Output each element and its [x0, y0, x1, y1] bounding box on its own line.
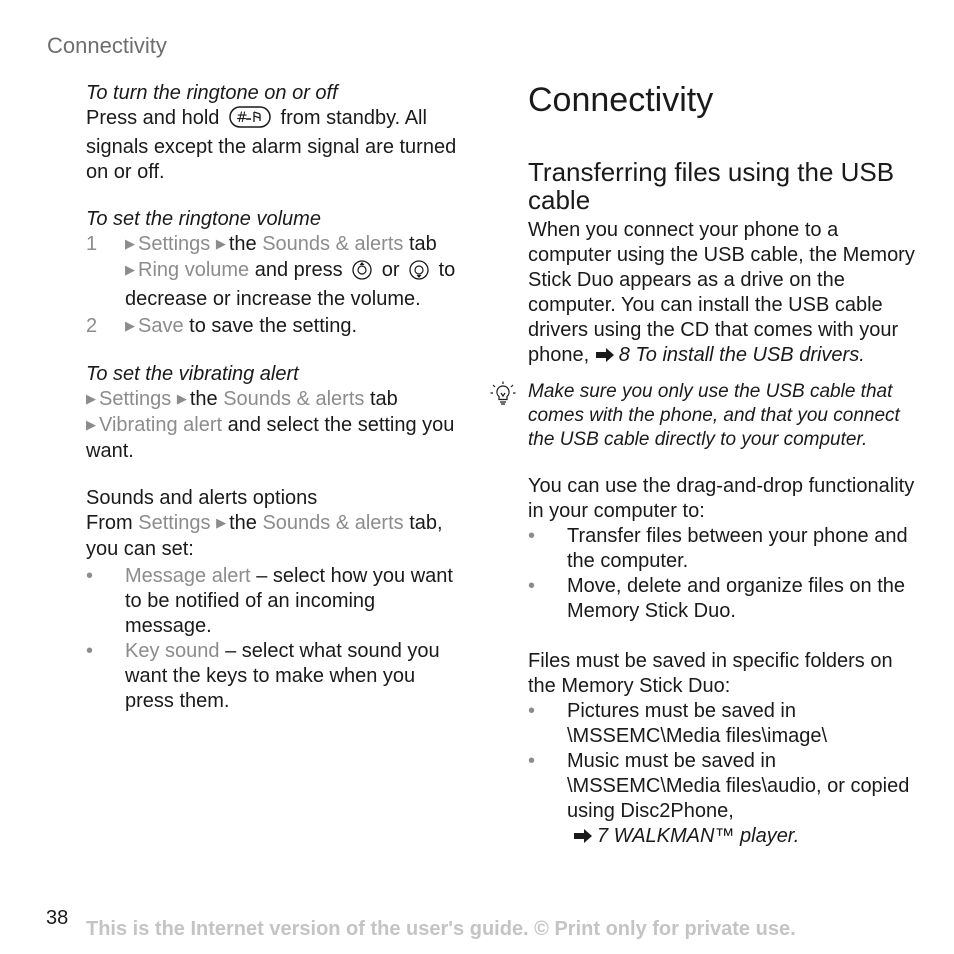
bullet-icon: • — [528, 525, 536, 547]
menu-path: Settings — [99, 388, 172, 410]
vibrating-section — [86, 362, 466, 464]
bullet-icon: • — [528, 750, 536, 772]
text: tab — [369, 388, 398, 410]
list-item — [86, 564, 466, 639]
options-list — [86, 564, 466, 714]
option-desc: – select how you want to be notified of an incoming message. — [125, 565, 453, 637]
intro-paragraph — [528, 218, 918, 368]
reference-text: 7 WALKMAN™ player — [597, 825, 794, 847]
options-section — [86, 486, 466, 714]
section-heading: To set the vibrating alert — [86, 363, 299, 385]
folders-paragraph: Files must be saved in specific folders on the Memory Stick Duo: — [528, 650, 893, 697]
dragdrop-list — [528, 524, 918, 624]
text: and press — [254, 259, 343, 281]
list-item-text: Pictures must be saved in \MSSEMC\Media files\image\ — [567, 700, 828, 747]
section-heading: To set the ringtone volume — [86, 208, 321, 230]
step-number: 2 — [86, 315, 98, 337]
left-column — [86, 81, 466, 734]
text: When you connect your phone to a computer using the USB cable, the Memory Stick Duo appears as a drive on the computer. You can install the USB cable drivers using the CD that comes with your phone, — [528, 219, 915, 366]
text: the — [228, 233, 257, 255]
arrow-icon: ▶ — [125, 318, 135, 333]
nav-up-icon — [352, 260, 372, 287]
bullet-icon: • — [528, 575, 536, 597]
text: the — [229, 512, 257, 534]
list-item-text: Transfer files between your phone and the computer. — [567, 525, 908, 572]
hash-silent-key-icon — [229, 106, 271, 135]
reference-arrow-icon — [573, 829, 593, 843]
body-text — [86, 106, 466, 185]
list-item — [528, 699, 918, 749]
arrow-icon: ▶ — [86, 391, 96, 406]
text: tab, you can set: — [86, 512, 443, 560]
arrow-icon: ▶ — [215, 236, 226, 251]
arrow-icon: ▶ — [86, 417, 96, 432]
reference-arrow-icon — [595, 348, 615, 362]
right-column — [528, 81, 918, 849]
text: All signals except the alarm signal are turned on or off. — [86, 107, 457, 183]
list-item — [528, 524, 918, 574]
menu-path: Settings — [138, 233, 211, 255]
note-text: Make sure you only use the USB cable that comes with the phone, and that you connect the USB cable directly to your computer. — [528, 381, 900, 450]
dragdrop-paragraph: You can use the drag-and-drop functionality in your computer to: — [528, 475, 915, 522]
menu-path: Sounds & alerts — [223, 388, 365, 410]
step-2 — [86, 314, 466, 340]
text: from standby. — [280, 107, 401, 129]
body-text — [86, 511, 466, 562]
menu-path: Sounds & alerts — [262, 233, 404, 255]
section-title: Transferring files using the USB cable — [528, 157, 895, 215]
page-title: Connectivity — [528, 81, 714, 119]
bullet-icon: • — [86, 640, 94, 662]
section-heading: Sounds and alerts options — [86, 487, 318, 509]
tip-note — [528, 380, 918, 452]
option-name: Message alert — [125, 565, 251, 587]
footer-notice: This is the Internet version of the user's guide. © Print only for private use. — [86, 918, 796, 940]
text: tab — [408, 233, 437, 255]
text: to save the setting. — [189, 315, 358, 337]
menu-path: Save — [138, 315, 184, 337]
cross-reference[interactable]: 7 WALKMAN™ player. — [567, 824, 918, 849]
list-item — [86, 639, 466, 714]
list-item-text: Music must be saved in \MSSEMC\Media files\audio, or copied using Disc2Phone, — [567, 750, 910, 822]
arrow-icon: ▶ — [125, 262, 135, 277]
list-item — [528, 749, 918, 849]
arrow-icon: ▶ — [125, 236, 135, 251]
reference-text: 8 To install the USB drivers — [618, 344, 860, 366]
arrow-icon: ▶ — [176, 391, 187, 406]
menu-path: Sounds & alerts — [262, 512, 404, 534]
menu-path: Ring volume — [138, 259, 250, 281]
menu-path: Vibrating alert — [99, 414, 223, 436]
list-item-text: Move, delete and organize files on the Memory Stick Duo. — [567, 575, 905, 622]
step-number: 1 — [86, 233, 98, 255]
folders-list — [528, 699, 918, 849]
body-text — [86, 387, 466, 464]
menu-path: Settings — [138, 512, 211, 534]
ringtone-volume-section — [86, 207, 466, 340]
text: or — [381, 259, 400, 281]
text: From — [86, 512, 133, 534]
option-desc: – select what sound you want the keys to make when you press them. — [125, 640, 440, 712]
cross-reference[interactable]: 8 To install the USB drivers. — [595, 344, 865, 366]
bullet-icon: • — [86, 565, 94, 587]
section-heading: To turn the ringtone on or off — [86, 82, 338, 104]
text: and select the setting you want. — [86, 414, 455, 462]
arrow-icon: ▶ — [216, 515, 227, 530]
page-number: 38 — [46, 907, 69, 929]
list-item — [528, 574, 918, 624]
ringtone-onoff-section — [86, 81, 466, 185]
svg-text:#: # — [235, 110, 248, 126]
step-1 — [86, 232, 466, 312]
nav-down-icon — [409, 260, 429, 287]
bullet-icon: • — [528, 700, 536, 722]
text: Press and hold — [86, 107, 220, 129]
lightbulb-tip-icon — [490, 381, 516, 407]
option-name: Key sound — [125, 640, 220, 662]
running-header: Connectivity — [47, 33, 167, 58]
text: to decrease or increase the volume. — [125, 259, 456, 310]
text: the — [189, 388, 218, 410]
